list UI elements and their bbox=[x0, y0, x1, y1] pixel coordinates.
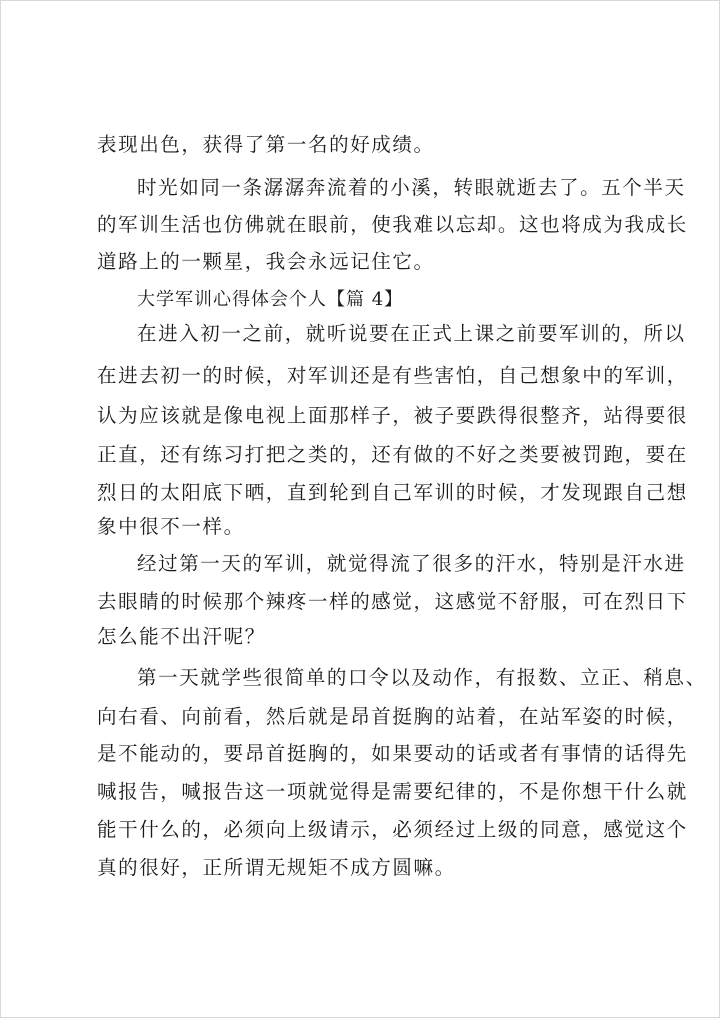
text-line: 的军训生活也仿佛就在眼前，使我难以忘却。这也将成为我成长 bbox=[97, 213, 688, 236]
text-line: 怎么能不出汗呢？ bbox=[97, 625, 266, 648]
paragraph-first-line: 经过第一天的军训，就觉得流了很多的汗水，特别是汗水进 bbox=[137, 552, 686, 575]
paragraph-first-line: 时光如同一条潺潺奔流着的小溪，转眼就逝去了。五个半天 bbox=[137, 176, 686, 199]
text-line: 象中很不一样。 bbox=[97, 515, 245, 538]
text-line: 喊报告，喊报告这一项就觉得是需要纪律的，不是你想干什么就 bbox=[97, 780, 688, 803]
text-line: 正直，还有练习打把之类的，还有做的不好之类要被罚跑，要在 bbox=[97, 443, 688, 466]
paragraph-first-line: 第一天就学些很简单的口令以及动作，有报数、立正、稍息、 bbox=[137, 666, 707, 689]
text-line: 认为应该就是像电视上面那样子，被子要跌得很整齐，站得要很 bbox=[97, 404, 688, 427]
section-heading: 大学军训心得体会个人【篇 4】 bbox=[137, 289, 404, 310]
text-line: 能干什么的，必须向上级请示，必须经过上级的同意，感觉这个 bbox=[97, 818, 688, 841]
text-line: 向右看、向前看，然后就是昂首挺胸的站着，在站军姿的时候， bbox=[97, 705, 688, 728]
text-line: 在进去初一的时候，对军训还是有些害怕，自己想象中的军训， bbox=[97, 364, 688, 387]
text-line: 去眼睛的时候那个辣疼一样的感觉，这感觉不舒服，可在烈日下 bbox=[97, 590, 688, 613]
text-line: 表现出色，获得了第一名的好成绩。 bbox=[97, 133, 435, 156]
text-line: 真的很好，正所谓无规矩不成方圆嘛。 bbox=[97, 856, 456, 879]
text-line: 烈日的太阳底下晒，直到轮到自己军训的时候，才发现跟自己想 bbox=[97, 481, 688, 504]
text-line: 道路上的一颗星，我会永远记住它。 bbox=[97, 250, 435, 273]
paragraph-first-line: 在进入初一之前，就听说要在正式上课之前要军训的，所以 bbox=[137, 322, 686, 345]
text-line: 是不能动的，要昂首挺胸的，如果要动的话或者有事情的话得先 bbox=[97, 742, 688, 765]
